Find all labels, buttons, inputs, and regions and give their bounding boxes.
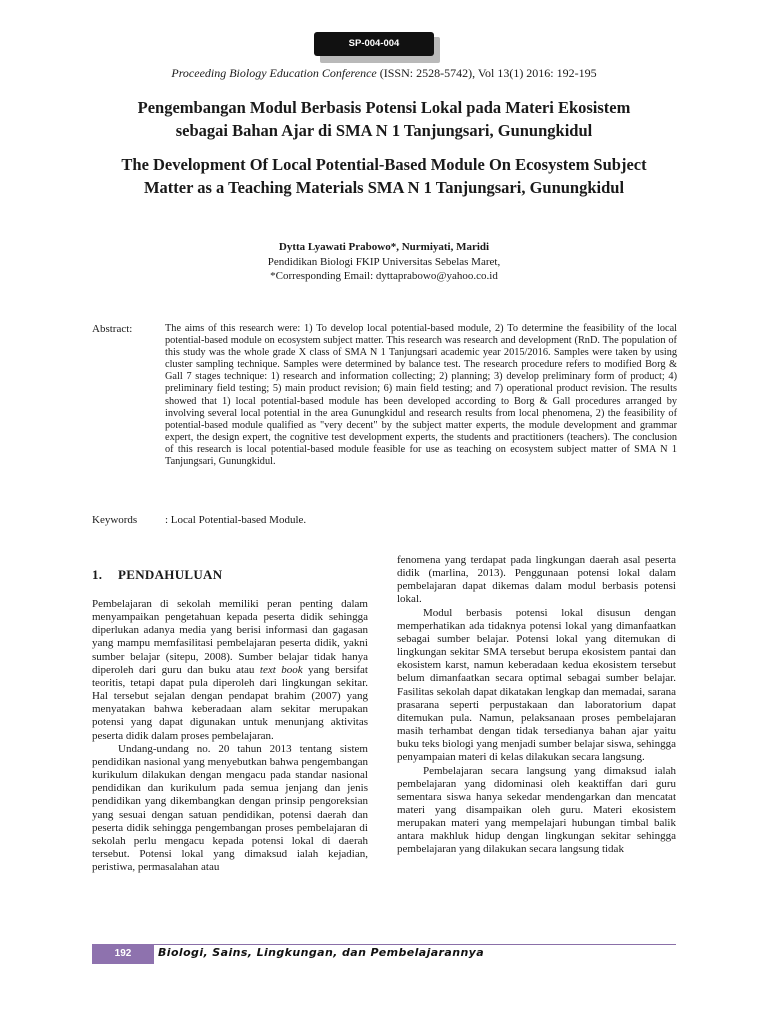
title-indonesian-line-2: sebagai Bahan Ajar di SMA N 1 Tanjungsari, Gunungkidul	[175, 121, 593, 140]
title-english-line-1: The Development Of Local Potential-Based Module On Ecosystem Subject	[121, 155, 647, 174]
authors: Dytta Lyawati Prabowo*, Nurmiyati, Maridi	[278, 241, 490, 253]
journal-citation	[0, 66, 768, 81]
section-number: 1.	[92, 567, 103, 582]
body-column-left	[92, 598, 368, 874]
title-english	[70, 153, 698, 199]
page-number: 192	[92, 944, 154, 964]
paragraph-text: Pembelajaran di sekolah memiliki peran penting dalam menyampaikan pengetahuan kepada peserta didik sehingga diperlukan adanya media yang berisi informasi dan gagasan yang mampu memfasilitasi pembelajaran peserta didik, yakni sumber belajar (sitepu, 2008). Sumber belajar tidak hanya diperoleh dari guru dan buku atau	[92, 598, 368, 676]
paragraph: fenomena yang terdapat pada lingkungan daerah asal peserta didik (marlina, 2013). Penggunaan potensi lokal dalam pembelajaran dapat dikemas dalam modul berbasis potensi lokal.	[397, 554, 676, 606]
paper-code: SP-004-004	[314, 32, 434, 56]
footer-journal-title: Biologi, Sains, Lingkungan, dan Pembelajarannya	[158, 946, 485, 959]
title-indonesian-line-1: Pengembangan Modul Berbasis Potensi Lokal pada Materi Ekosistem	[137, 98, 631, 117]
abstract-label: Abstract:	[92, 323, 133, 335]
paragraph: Pembelajaran secara langsung yang dimaksud ialah pembelajaran yang didominasi oleh keaktiffan dari guru sementara siswa hanya sekedar mendengarkan dan mencatat materi yang disampaikan oleh guru. Materi ekosistem merupakan materi yang mempelajari hubungan timbal balik antara makhluk hidup dengan lingkungan sekitar sehingga pembelajaran yang dilakukan secara langsung tidak	[397, 764, 676, 856]
footer-divider	[92, 944, 676, 945]
journal-details: (ISSN: 2528-5742), Vol 13(1) 2016: 192-195	[379, 66, 597, 80]
paragraph-italic-term: text book	[259, 663, 303, 676]
title-indonesian	[70, 96, 698, 142]
section-heading	[92, 567, 222, 583]
body-column-right	[397, 554, 676, 857]
paragraph-text: yang bersifat teoritis, tetapi dapat pula diperoleh dari lingkungan sekitar. Hal tersebut sejalan dengan pendapat brahim (2007) yang menyatakan bahwa keberadaan alam sekitar merupakan potensi yang dapat digunakan untuk menunjang aktivitas peserta didik dalam proses pembelajaran.	[92, 663, 368, 742]
keywords-text: : Local Potential-based Module.	[165, 514, 307, 526]
title-english-line-2: Matter as a Teaching Materials SMA N 1 Tanjungsari, Gunungkidul	[143, 178, 625, 197]
section-title: PENDAHULUAN	[118, 567, 223, 582]
paragraph: Modul berbasis potensi lokal disusun dengan memperhatikan ada tidaknya potensi lokal yang dimanfaatkan sebagai sumber belajar. Potensi lokal yang ditemukan di lingkungan sekitar SMA tersebut berupa ekosistem pantai dan ekosistem karst, namun keberadaan kedua ekosistem tersebut belum dimanfaatkan secara optimal sebagai sumber belajar. Fasilitas sekolah dapat dikatakan lengkap dan memadai, sarana prasarana seperti perpustakaan dan laboratorium dapat ditemukan pula. Namun, pelaksanaan proses pembelajaran masih terhambat dengan tidak tersedianya bahan ajar yaitu buku teks biologi yang menjadi sumber belajar siswa, sehingga penyampaian materi di kelas dilakukan secara langsung.	[397, 606, 676, 764]
affiliation: Pendidikan Biologi FKIP Universitas Sebelas Maret,	[267, 256, 501, 268]
keywords-label: Keywords	[92, 514, 138, 526]
paragraph	[92, 598, 368, 743]
paragraph: Undang-undang no. 20 tahun 2013 tentang sistem pendidikan nasional yang menyebutkan bahwa pengembangan kurikulum dilakukan dengan mengacu pada standar nasional pendidikan dan kurikulum pada semua jenjang dan jenis pendidikan yang dikembangkan dengan prinsip pengoreksian yang sesuai dengan satuan pendidikan, potensi daerah dan peserta didik sehingga pengembangan proses pembelajaran di sekolah perlu mengacu kepada potensi lokal di daerah tersebut. Potensi lokal yang dimaksud ialah kejadian, peristiwa, permasalahan atau	[92, 742, 368, 874]
journal-name: Proceeding Biology Education Conference	[171, 66, 377, 80]
abstract-text: The aims of this research were: 1) To develop local potential-based module, 2) To determine the feasibility of the local potential-based module on ecosystem subject matter. This research was research and development (RnD. The population of this study was the whole grade X class of SMA N 1 Tanjungsari academic year 2015/2016. Samples were taken by using cluster sampling technique. Samples were determined by balance test. The research procedure refers to modified Borg & Gall 7 stages technique: 1) research and information collecting; 2) planning; 3) develop preliminary form of product; 4) preliminary field testing; 5) main product revision; 6) main field testing; and 7) operational product revision. The results showed that 1) local potential-based module has been developed according to Borg & Gall procedures arranged by involving several local potential in the area Gunungkidul and research results from local phenomena, 2) the feasibility of potential-based module qualified as "very decent" by the subject matter experts, the module development and grammar expert, the design expert, the cognitive test development experts, the students and practitioners (teachers). The conclusion of this research is local potential-based module feasible for use as teaching on ecosystem subject matter of SMA N 1 Tanjungsari, Gunungkidul.	[165, 323, 677, 468]
corresponding-email: *Corresponding Email: dyttaprabowo@yahoo.co.id	[270, 270, 498, 282]
